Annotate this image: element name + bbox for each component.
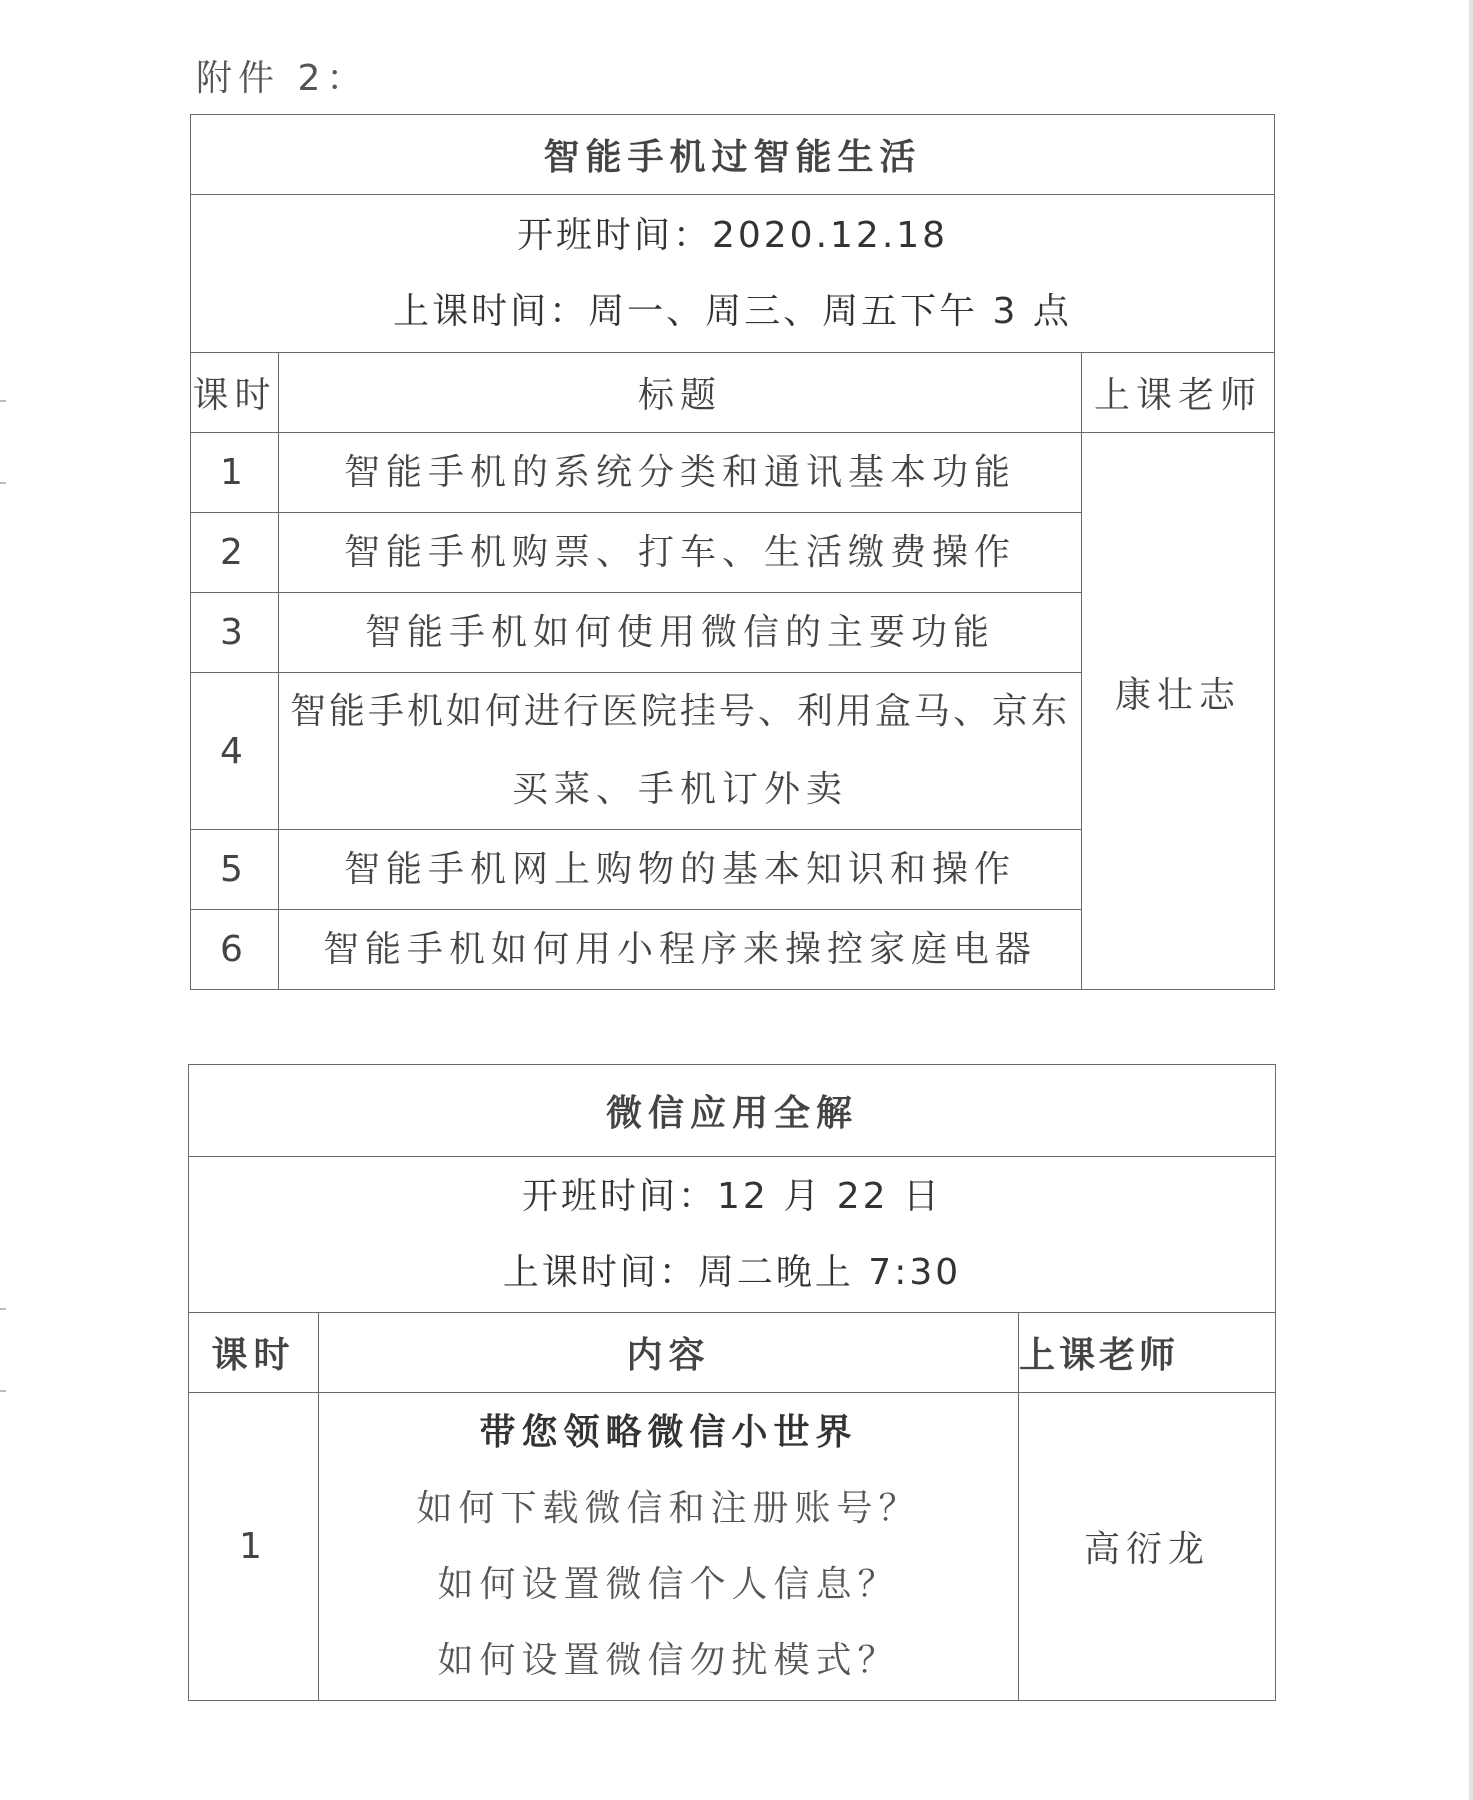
header-topic: 标题 bbox=[279, 353, 1082, 433]
content-line: 带您领略微信小世界 bbox=[479, 1411, 858, 1453]
course-title: 智能手机过智能生活 bbox=[191, 115, 1275, 195]
content-line: 如何下载微信和注册账号？ bbox=[416, 1487, 921, 1529]
lesson-number: 6 bbox=[191, 910, 279, 990]
scan-mark bbox=[0, 1308, 6, 1310]
lesson-title bbox=[279, 433, 1082, 513]
table-row bbox=[189, 1393, 1276, 1701]
lesson-line: 智能手机如何进行医院挂号、利用盒马、京东 bbox=[289, 691, 1070, 732]
lesson-line: 智能手机购票、打车、生活缴费操作 bbox=[343, 531, 1016, 573]
lesson-title bbox=[279, 830, 1082, 910]
class-time: 上课时间：周二晚上 7:30 bbox=[502, 1251, 962, 1293]
lesson-title bbox=[279, 593, 1082, 673]
schedule-cell bbox=[189, 1157, 1276, 1313]
lesson-title bbox=[279, 910, 1082, 990]
lesson-line: 智能手机网上购物的基本知识和操作 bbox=[343, 848, 1016, 890]
class-time: 上课时间：周一、周三、周五下午 3 点 bbox=[393, 290, 1072, 332]
header-teacher: 上课老师 bbox=[1019, 1313, 1276, 1393]
course-title: 微信应用全解 bbox=[189, 1065, 1276, 1157]
lesson-title bbox=[279, 673, 1082, 830]
start-time: 开班时间：2020.12.18 bbox=[516, 214, 949, 256]
course-table-wechat bbox=[188, 1064, 1276, 1701]
teacher-label: 康壮志 bbox=[1115, 675, 1242, 716]
teacher-name bbox=[1082, 433, 1275, 990]
attachment-label: 附件 2： bbox=[196, 58, 369, 99]
start-time: 开班时间：12 月 22 日 bbox=[522, 1175, 942, 1217]
scan-mark bbox=[0, 1390, 6, 1392]
lesson-number: 3 bbox=[191, 593, 279, 673]
header-teacher: 上课老师 bbox=[1082, 353, 1275, 433]
lesson-number: 4 bbox=[191, 673, 279, 830]
header-period: 课时 bbox=[191, 353, 279, 433]
header-period: 课时 bbox=[189, 1313, 319, 1393]
lesson-line: 智能手机如何使用微信的主要功能 bbox=[364, 611, 995, 653]
lesson-number: 1 bbox=[191, 433, 279, 513]
header-content: 内容 bbox=[319, 1313, 1019, 1393]
schedule-cell bbox=[191, 195, 1275, 353]
content-line: 如何设置微信个人信息？ bbox=[437, 1563, 900, 1605]
lesson-content bbox=[319, 1393, 1019, 1701]
scan-mark bbox=[0, 400, 6, 402]
lesson-line: 智能手机如何用小程序来操控家庭电器 bbox=[322, 928, 1037, 970]
scan-mark bbox=[0, 482, 6, 484]
lesson-number: 2 bbox=[191, 513, 279, 593]
scan-edge bbox=[1469, 0, 1473, 1800]
course-table-smartphone bbox=[190, 114, 1275, 990]
lesson-line: 智能手机的系统分类和通讯基本功能 bbox=[343, 451, 1016, 493]
content-line: 如何设置微信勿扰模式？ bbox=[437, 1639, 900, 1681]
table-row bbox=[191, 433, 1275, 513]
lesson-number: 1 bbox=[189, 1393, 319, 1701]
lesson-title bbox=[279, 513, 1082, 593]
teacher-name: 高衍龙 bbox=[1019, 1393, 1276, 1701]
lesson-line: 买菜、手机订外卖 bbox=[511, 769, 848, 810]
lesson-number: 5 bbox=[191, 830, 279, 910]
